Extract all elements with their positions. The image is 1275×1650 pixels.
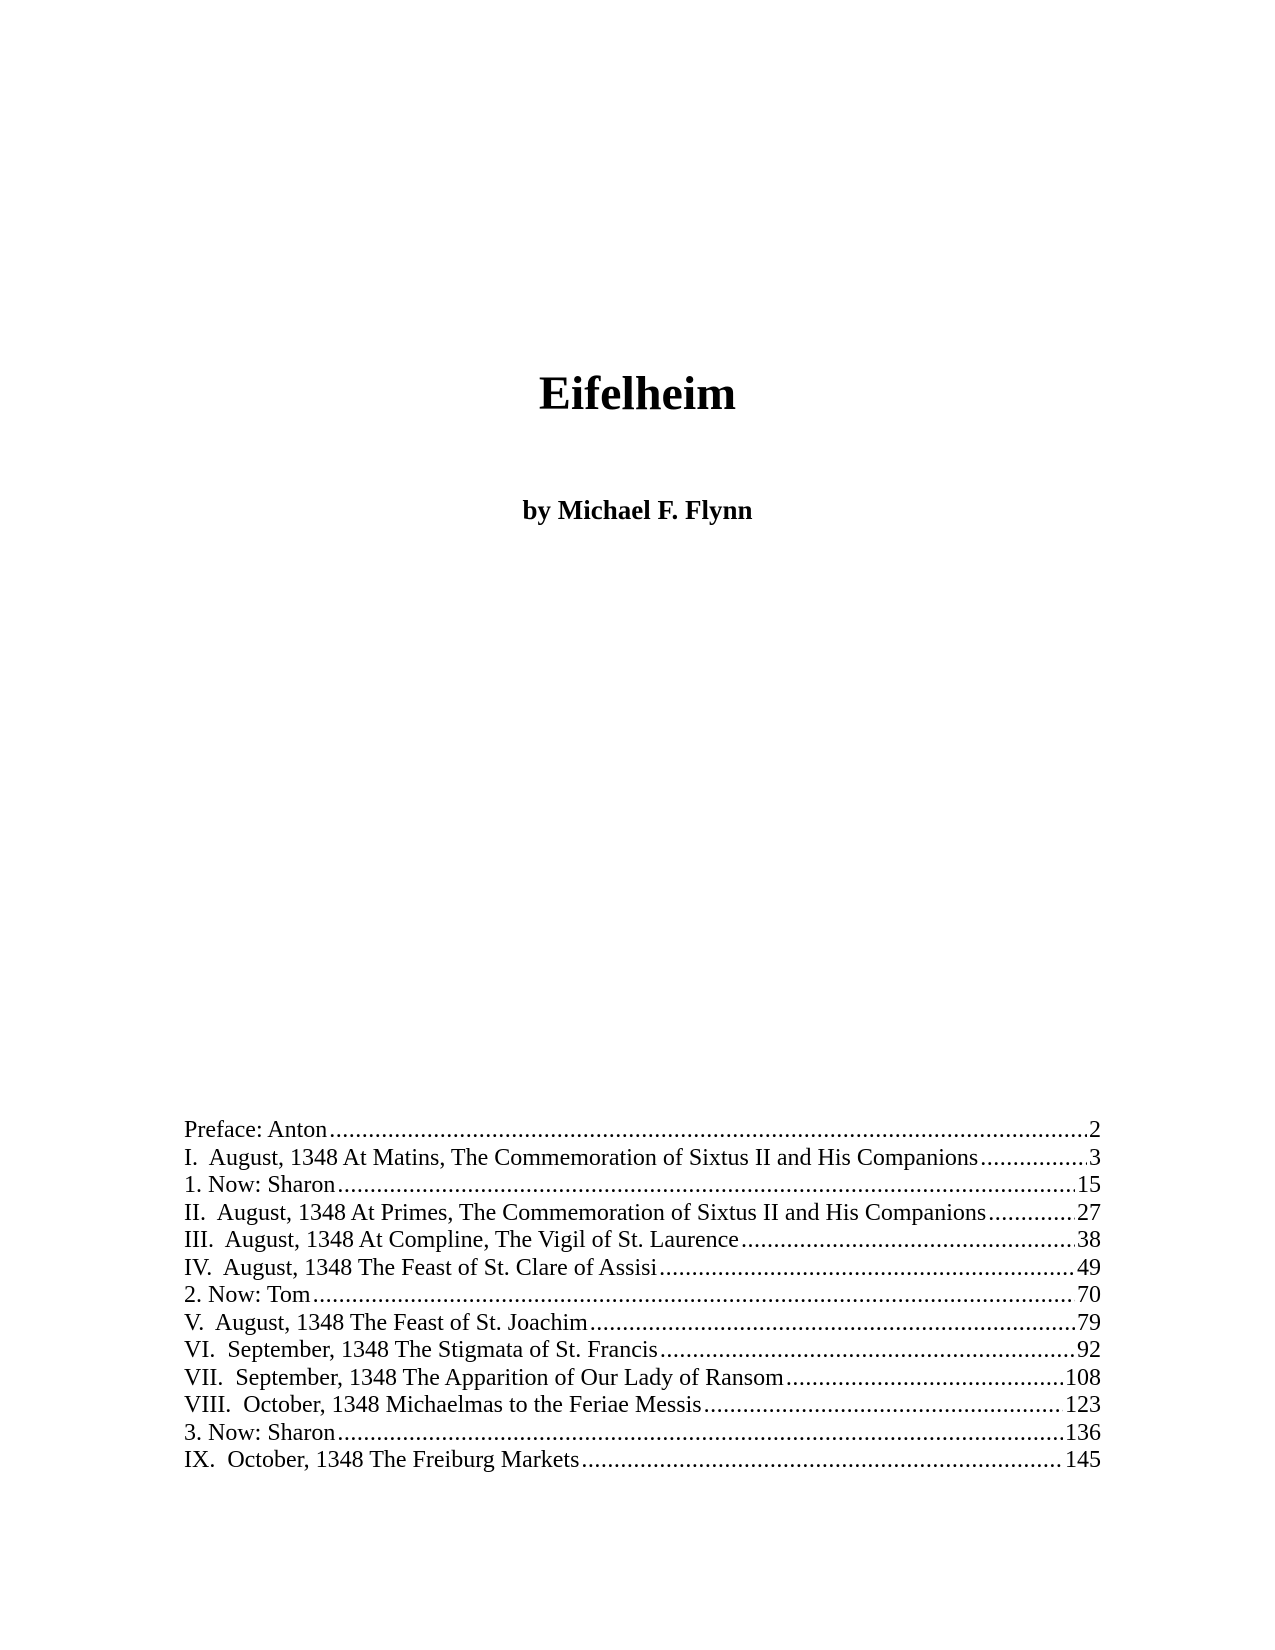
- toc-dot-leader: [659, 1255, 1075, 1283]
- toc-entry[interactable]: [184, 1310, 1101, 1338]
- toc-entry[interactable]: [184, 1392, 1101, 1420]
- toc-entry-label: I. August, 1348 At Matins, The Commemoration of Sixtus II and His Companions: [184, 1144, 979, 1171]
- toc-entry-label: VIII. October, 1348 Michaelmas to the Feriae Messis: [184, 1392, 702, 1418]
- toc-dot-leader: [988, 1200, 1075, 1228]
- toc-entry[interactable]: [184, 1282, 1101, 1310]
- toc-dot-leader: [741, 1227, 1075, 1255]
- toc-entry[interactable]: [184, 1420, 1101, 1448]
- toc-entry[interactable]: [184, 1337, 1101, 1365]
- toc-dot-leader: [581, 1447, 1063, 1475]
- toc-entry-page: 49: [1077, 1254, 1101, 1281]
- toc-entry[interactable]: [184, 1200, 1101, 1228]
- toc-entry[interactable]: [184, 1145, 1101, 1173]
- toc-entry[interactable]: [184, 1227, 1101, 1255]
- toc-entry-page: 123: [1065, 1392, 1101, 1418]
- page-title: Eifelheim: [538, 367, 737, 420]
- toc-dot-leader: [590, 1310, 1075, 1338]
- toc-entry-label: VII. September, 1348 The Apparition of Our Lady of Ransom: [184, 1364, 784, 1391]
- table-of-contents: [184, 1117, 1101, 1475]
- toc-dot-leader: [786, 1365, 1063, 1393]
- toc-entry-label: V. August, 1348 The Feast of St. Joachim: [184, 1309, 588, 1336]
- toc-entry-page: 3: [1089, 1144, 1101, 1171]
- toc-dot-leader: [980, 1145, 1087, 1173]
- toc-entry-page: 136: [1065, 1419, 1101, 1446]
- toc-entry-label: VI. September, 1348 The Stigmata of St. Francis: [184, 1337, 658, 1363]
- toc-entry-label: II. August, 1348 At Primes, The Commemoration of Sixtus II and His Companions: [184, 1199, 987, 1226]
- toc-entry[interactable]: [184, 1172, 1101, 1200]
- toc-entry-page: 15: [1077, 1172, 1101, 1198]
- toc-entry-label: III. August, 1348 At Compline, The Vigil of St. Laurence: [184, 1227, 739, 1253]
- toc-entry-page: 70: [1077, 1282, 1101, 1308]
- toc-entry-page: 2: [1089, 1117, 1101, 1143]
- toc-dot-leader: [329, 1117, 1087, 1145]
- toc-entry-page: 145: [1065, 1447, 1101, 1473]
- toc-dot-leader: [704, 1392, 1063, 1420]
- author-byline: by Michael F. Flynn: [522, 495, 753, 525]
- toc-entry-label: 2. Now: Tom: [184, 1282, 311, 1308]
- toc-entry-label: 1. Now: Sharon: [184, 1172, 336, 1198]
- toc-entry-page: 108: [1065, 1364, 1101, 1391]
- toc-entry-label: IV. August, 1348 The Feast of St. Clare of Assisi: [184, 1254, 658, 1281]
- toc-entry-label: Preface: Anton: [184, 1117, 328, 1143]
- toc-entry-label: 3. Now: Sharon: [184, 1419, 336, 1446]
- toc-entry-page: 92: [1077, 1337, 1101, 1363]
- toc-dot-leader: [337, 1420, 1063, 1448]
- toc-entry[interactable]: [184, 1117, 1101, 1145]
- toc-dot-leader: [313, 1282, 1075, 1310]
- toc-dot-leader: [660, 1337, 1075, 1365]
- toc-entry-label: IX. October, 1348 The Freiburg Markets: [184, 1447, 580, 1473]
- toc-entry[interactable]: [184, 1447, 1101, 1475]
- toc-dot-leader: [337, 1172, 1075, 1200]
- toc-entry[interactable]: [184, 1365, 1101, 1393]
- toc-entry-page: 79: [1077, 1309, 1101, 1336]
- toc-entry-page: 38: [1077, 1227, 1101, 1253]
- toc-entry-page: 27: [1077, 1199, 1101, 1226]
- toc-entry[interactable]: [184, 1255, 1101, 1283]
